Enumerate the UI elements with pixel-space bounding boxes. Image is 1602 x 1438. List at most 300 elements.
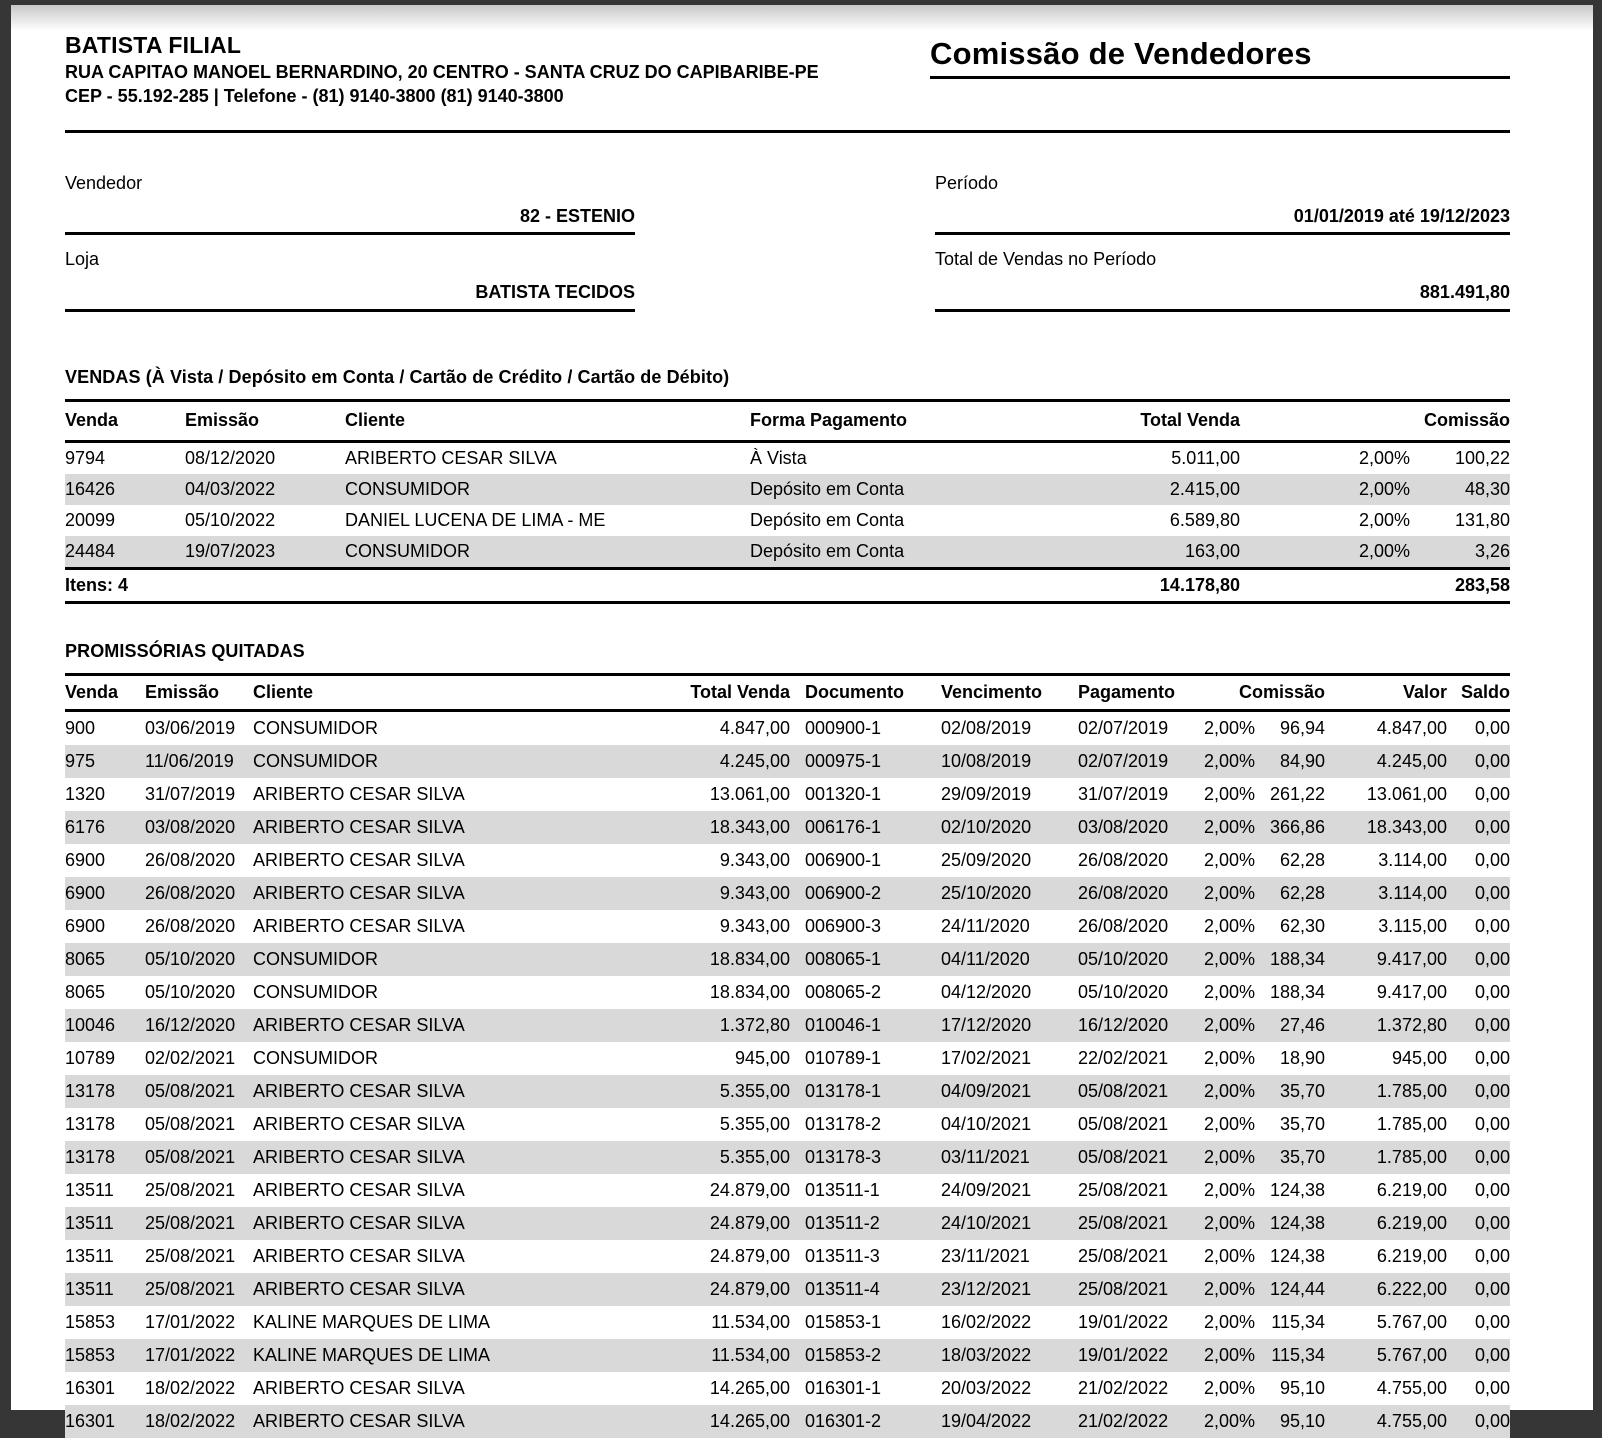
cell-vencimento: 04/10/2021 <box>941 1113 1032 1134</box>
cell-total-venda: 13.061,00 <box>709 783 790 804</box>
cell-documento: 015853-2 <box>805 1344 882 1365</box>
cell-comissao-valor: 124,44 <box>1269 1278 1325 1299</box>
cell-valor: 4.755,00 <box>1376 1410 1447 1431</box>
cell-venda: 16301 <box>65 1377 116 1398</box>
cell-total-venda: 18.834,00 <box>709 981 790 1002</box>
cell-comissao-percent: 2,00% <box>1203 981 1255 1002</box>
cell-venda: 13178 <box>65 1113 116 1134</box>
cell-saldo: 0,00 <box>1474 948 1510 969</box>
cell-emissao: 04/03/2022 <box>185 478 276 499</box>
table-row <box>65 943 1510 976</box>
cell-venda: 975 <box>65 750 96 771</box>
cell-comissao-percent: 2,00% <box>1203 1014 1255 1035</box>
promissorias-table <box>65 673 1510 1438</box>
cell-comissao-percent: 2,00% <box>1203 1278 1255 1299</box>
cell-total-venda: 5.355,00 <box>719 1113 790 1134</box>
cell-pagamento: 05/10/2020 <box>1078 948 1169 969</box>
cell-cliente: ARIBERTO CESAR SILVA <box>345 447 557 468</box>
cell-vencimento: 29/09/2019 <box>941 783 1032 804</box>
cell-vencimento: 23/11/2021 <box>941 1245 1030 1266</box>
cell-comissao-valor: 95,10 <box>1279 1377 1325 1398</box>
cell-cliente: CONSUMIDOR <box>253 717 378 738</box>
cell-cliente: KALINE MARQUES DE LIMA <box>253 1344 491 1365</box>
table-row <box>65 1207 1510 1240</box>
cell-vencimento: 16/02/2022 <box>941 1311 1032 1332</box>
cell-venda: 6900 <box>65 882 106 903</box>
cell-vencimento: 24/09/2021 <box>941 1179 1032 1200</box>
cell-saldo: 0,00 <box>1474 1377 1510 1398</box>
cell-pagamento: 16/12/2020 <box>1078 1014 1169 1035</box>
cell-emissao: 05/08/2021 <box>145 1080 236 1101</box>
cell-pagamento: 19/01/2022 <box>1078 1311 1169 1332</box>
cell-total-venda: 18.834,00 <box>709 948 790 969</box>
cell-venda: 9794 <box>65 447 106 468</box>
cell-cliente: ARIBERTO CESAR SILVA <box>253 1179 465 1200</box>
cell-pagamento: 31/07/2019 <box>1078 783 1169 804</box>
cell-documento: 008065-1 <box>805 948 882 969</box>
cell-total-venda: 2.415,00 <box>1169 478 1240 499</box>
cell-cliente: ARIBERTO CESAR SILVA <box>253 1212 465 1233</box>
total-vendas-label: Total de Vendas no Período <box>935 249 1157 270</box>
table-row <box>65 910 1510 943</box>
cell-venda: 24484 <box>65 540 116 561</box>
col-header-venda: Venda <box>65 674 145 710</box>
cell-cliente: CONSUMIDOR <box>253 981 378 1002</box>
table-row <box>65 811 1510 844</box>
cell-emissao: 26/08/2020 <box>145 915 236 936</box>
cell-valor: 3.115,00 <box>1378 915 1447 936</box>
cell-vencimento: 25/10/2020 <box>941 882 1032 903</box>
cell-documento: 013511-1 <box>805 1179 880 1200</box>
vendas-header-row <box>65 400 1510 441</box>
cell-saldo: 0,00 <box>1474 1080 1510 1101</box>
table-row <box>65 745 1510 778</box>
cell-pagamento: 22/02/2021 <box>1078 1047 1169 1068</box>
cell-emissao: 05/08/2021 <box>145 1113 236 1134</box>
cell-comissao-valor: 95,10 <box>1279 1410 1325 1431</box>
cell-comissao-valor: 62,30 <box>1279 915 1325 936</box>
cell-comissao-valor: 124,38 <box>1269 1245 1325 1266</box>
cell-vencimento: 03/11/2021 <box>941 1146 1030 1167</box>
table-row <box>65 1372 1510 1405</box>
cell-documento: 006900-3 <box>805 915 882 936</box>
cell-comissao-percent: 2,00% <box>1203 1212 1255 1233</box>
cell-emissao: 08/12/2020 <box>185 447 276 468</box>
cell-saldo: 0,00 <box>1474 849 1510 870</box>
cell-saldo: 0,00 <box>1474 1278 1510 1299</box>
cell-comissao-valor: 124,38 <box>1269 1179 1325 1200</box>
cell-emissao: 02/02/2021 <box>145 1047 236 1068</box>
cell-comissao-valor: 84,90 <box>1279 750 1325 771</box>
cell-vencimento: 04/09/2021 <box>941 1080 1032 1101</box>
cell-cliente: ARIBERTO CESAR SILVA <box>253 882 465 903</box>
cell-comissao-valor: 35,70 <box>1279 1146 1325 1167</box>
cell-valor: 4.245,00 <box>1376 750 1447 771</box>
table-row <box>65 1174 1510 1207</box>
cell-cliente: CONSUMIDOR <box>345 540 470 561</box>
cell-saldo: 0,00 <box>1474 882 1510 903</box>
cell-documento: 016301-2 <box>805 1410 882 1431</box>
company-address: RUA CAPITAO MANOEL BERNARDINO, 20 CENTRO - SANTA CRUZ DO CAPIBARIBE-PE <box>65 61 819 82</box>
cell-total-venda: 14.265,00 <box>709 1410 790 1431</box>
cell-vencimento: 20/03/2022 <box>941 1377 1032 1398</box>
cell-vencimento: 02/10/2020 <box>941 816 1032 837</box>
total-vendas-value: 881.491,80 <box>1419 281 1510 302</box>
cell-emissao: 25/08/2021 <box>145 1278 236 1299</box>
cell-valor: 4.755,00 <box>1376 1377 1447 1398</box>
cell-vencimento: 10/08/2019 <box>941 750 1032 771</box>
cell-comissao-percent: 2,00% <box>1358 478 1410 499</box>
cell-cliente: CONSUMIDOR <box>253 750 378 771</box>
cell-total-venda: 1.372,80 <box>719 1014 790 1035</box>
loja-value: BATISTA TECIDOS <box>475 281 635 302</box>
cell-venda: 13511 <box>65 1278 114 1299</box>
cell-documento: 013178-2 <box>805 1113 882 1134</box>
periodo-label: Período <box>935 173 999 194</box>
vendas-table <box>65 399 1510 604</box>
table-row <box>65 1075 1510 1108</box>
cell-venda: 13511 <box>65 1212 114 1233</box>
field-total-vendas <box>935 249 1510 311</box>
col-header-comissao: Comissão <box>1185 674 1325 710</box>
cell-total-venda: 9.343,00 <box>719 849 790 870</box>
col-header-cliente: Cliente <box>253 674 670 710</box>
promissorias-section-heading: PROMISSÓRIAS QUITADAS <box>65 640 305 661</box>
col-header-venda: Venda <box>65 400 185 441</box>
cell-comissao-percent: 2,00% <box>1203 882 1255 903</box>
cell-comissao-percent: 2,00% <box>1203 750 1255 771</box>
cell-valor: 6.219,00 <box>1376 1179 1447 1200</box>
cell-saldo: 0,00 <box>1474 1146 1510 1167</box>
cell-pagamento: 21/02/2022 <box>1078 1410 1169 1431</box>
cell-comissao-percent: 2,00% <box>1203 1146 1255 1167</box>
cell-emissao: 18/02/2022 <box>145 1410 236 1431</box>
cell-documento: 015853-1 <box>805 1311 882 1332</box>
cell-cliente: ARIBERTO CESAR SILVA <box>253 816 465 837</box>
cell-vencimento: 17/02/2021 <box>941 1047 1032 1068</box>
cell-comissao-valor: 18,90 <box>1279 1047 1325 1068</box>
cell-comissao-percent: 2,00% <box>1203 1179 1255 1200</box>
cell-pagamento: 05/08/2021 <box>1078 1080 1169 1101</box>
cell-emissao: 17/01/2022 <box>145 1311 236 1332</box>
cell-vencimento: 04/11/2020 <box>941 948 1030 969</box>
cell-pagamento: 25/08/2021 <box>1078 1212 1169 1233</box>
cell-venda: 13511 <box>65 1245 114 1266</box>
cell-valor: 945,00 <box>1391 1047 1447 1068</box>
cell-comissao-percent: 2,00% <box>1358 447 1410 468</box>
cell-emissao: 25/08/2021 <box>145 1179 236 1200</box>
cell-valor: 6.222,00 <box>1376 1278 1447 1299</box>
header-divider <box>65 130 1510 133</box>
cell-emissao: 26/08/2020 <box>145 849 236 870</box>
cell-vencimento: 19/04/2022 <box>941 1410 1032 1431</box>
table-row <box>65 1108 1510 1141</box>
cell-comissao-percent: 2,00% <box>1203 816 1255 837</box>
cell-valor: 5.767,00 <box>1376 1344 1447 1365</box>
cell-venda: 6900 <box>65 915 106 936</box>
fields-area <box>65 173 1510 311</box>
cell-venda: 16301 <box>65 1410 116 1431</box>
cell-valor: 9.417,00 <box>1376 948 1447 969</box>
cell-pagamento: 26/08/2020 <box>1078 915 1169 936</box>
col-header-pagamento: Pagamento <box>1075 674 1185 710</box>
cell-cliente: ARIBERTO CESAR SILVA <box>253 1080 465 1101</box>
cell-valor: 1.372,80 <box>1376 1014 1447 1035</box>
table-row <box>65 1273 1510 1306</box>
col-header-total-venda: Total Venda <box>670 674 790 710</box>
cell-documento: 008065-2 <box>805 981 882 1002</box>
cell-venda: 15853 <box>65 1344 116 1365</box>
cell-total-venda: 4.245,00 <box>719 750 790 771</box>
cell-vencimento: 23/12/2021 <box>941 1278 1032 1299</box>
cell-emissao: 05/10/2020 <box>145 981 236 1002</box>
table-row <box>65 778 1510 811</box>
cell-total-venda: 11.534,00 <box>711 1344 790 1365</box>
loja-label: Loja <box>65 249 100 270</box>
cell-forma-pagamento: Depósito em Conta <box>750 540 905 561</box>
cell-total-venda: 9.343,00 <box>719 915 790 936</box>
cell-total-venda: 945,00 <box>734 1047 790 1068</box>
cell-emissao: 05/10/2020 <box>145 948 236 969</box>
cell-comissao-percent: 2,00% <box>1203 915 1255 936</box>
cell-saldo: 0,00 <box>1474 717 1510 738</box>
col-header-vencimento: Vencimento <box>935 674 1075 710</box>
cell-venda: 15853 <box>65 1311 116 1332</box>
cell-vencimento: 02/08/2019 <box>941 717 1032 738</box>
cell-pagamento: 25/08/2021 <box>1078 1179 1169 1200</box>
cell-pagamento: 03/08/2020 <box>1078 816 1169 837</box>
cell-saldo: 0,00 <box>1474 1047 1510 1068</box>
cell-comissao-valor: 27,46 <box>1279 1014 1325 1035</box>
cell-vencimento: 24/10/2021 <box>941 1212 1032 1233</box>
field-loja <box>65 249 635 311</box>
cell-valor: 1.785,00 <box>1376 1113 1447 1134</box>
cell-emissao: 11/06/2019 <box>145 750 234 771</box>
cell-saldo: 0,00 <box>1474 1212 1510 1233</box>
promissorias-body <box>65 710 1510 1438</box>
table-row <box>65 505 1510 536</box>
cell-emissao: 05/10/2022 <box>185 509 276 530</box>
cell-comissao-percent: 2,00% <box>1358 540 1410 561</box>
cell-cliente: ARIBERTO CESAR SILVA <box>253 915 465 936</box>
cell-saldo: 0,00 <box>1474 1113 1510 1134</box>
cell-comissao-percent: 2,00% <box>1358 509 1410 530</box>
report-page <box>11 5 1593 1431</box>
cell-total-venda: 24.879,00 <box>709 1212 790 1233</box>
col-header-comissao: Comissão <box>1240 400 1510 441</box>
promissorias-header-row <box>65 674 1510 710</box>
vendedor-value: 82 - ESTENIO <box>519 205 635 226</box>
cell-comissao-percent: 2,00% <box>1203 783 1255 804</box>
cell-cliente: ARIBERTO CESAR SILVA <box>253 849 465 870</box>
cell-documento: 013511-3 <box>805 1245 880 1266</box>
cell-cliente: ARIBERTO CESAR SILVA <box>253 1410 465 1431</box>
cell-total-venda: 9.343,00 <box>719 882 790 903</box>
cell-venda: 10046 <box>65 1014 116 1035</box>
fields-row-2 <box>65 249 1510 311</box>
cell-saldo: 0,00 <box>1474 750 1510 771</box>
cell-valor: 13.061,00 <box>1366 783 1447 804</box>
cell-total-venda: 5.011,00 <box>1171 447 1240 468</box>
cell-documento: 013178-3 <box>805 1146 882 1167</box>
cell-venda: 13511 <box>65 1179 114 1200</box>
cell-venda: 6176 <box>65 816 106 837</box>
cell-total-venda: 24.879,00 <box>709 1278 790 1299</box>
cell-venda: 16426 <box>65 478 116 499</box>
col-header-valor: Valor <box>1325 674 1447 710</box>
cell-cliente: ARIBERTO CESAR SILVA <box>253 783 465 804</box>
cell-venda: 1320 <box>65 783 106 804</box>
col-header-documento: Documento <box>790 674 935 710</box>
table-row <box>65 1240 1510 1273</box>
cell-comissao-valor: 131,80 <box>1454 509 1510 530</box>
table-row <box>65 1141 1510 1174</box>
cell-comissao-percent: 2,00% <box>1203 1113 1255 1134</box>
cell-documento: 006900-1 <box>805 849 882 870</box>
cell-emissao: 03/06/2019 <box>145 717 236 738</box>
col-header-emissao: Emissão <box>185 400 345 441</box>
cell-pagamento: 19/01/2022 <box>1078 1344 1169 1365</box>
cell-valor: 1.785,00 <box>1376 1080 1447 1101</box>
cell-valor: 5.767,00 <box>1376 1311 1447 1332</box>
cell-total-venda: 6.589,80 <box>1169 509 1240 530</box>
cell-valor: 9.417,00 <box>1376 981 1447 1002</box>
cell-comissao-valor: 3,26 <box>1474 540 1510 561</box>
report-content <box>11 5 1593 1438</box>
cell-documento: 006900-2 <box>805 882 882 903</box>
cell-documento: 013511-4 <box>805 1278 880 1299</box>
cell-forma-pagamento: Depósito em Conta <box>750 478 905 499</box>
cell-comissao-valor: 35,70 <box>1279 1113 1325 1134</box>
cell-cliente: DANIEL LUCENA DE LIMA - ME <box>345 509 606 530</box>
cell-emissao: 17/01/2022 <box>145 1344 236 1365</box>
cell-documento: 010789-1 <box>805 1047 882 1068</box>
cell-emissao: 31/07/2019 <box>145 783 236 804</box>
cell-comissao-valor: 100,22 <box>1454 447 1510 468</box>
table-row <box>65 844 1510 877</box>
cell-cliente: CONSUMIDOR <box>253 948 378 969</box>
col-header-emissao: Emissão <box>145 674 253 710</box>
itens-label: Itens: 4 <box>65 568 1115 602</box>
table-row <box>65 474 1510 505</box>
cell-total-venda: 18.343,00 <box>709 816 790 837</box>
cell-comissao-valor: 366,86 <box>1269 816 1325 837</box>
vendas-section-heading: VENDAS (À Vista / Depósito em Conta / Cartão de Crédito / Cartão de Débito) <box>65 366 730 387</box>
cell-saldo: 0,00 <box>1474 1014 1510 1035</box>
cell-venda: 8065 <box>65 981 106 1002</box>
cell-comissao-valor: 261,22 <box>1269 783 1325 804</box>
periodo-value: 01/01/2019 até 19/12/2023 <box>1293 205 1510 226</box>
cell-saldo: 0,00 <box>1474 816 1510 837</box>
cell-emissao: 05/08/2021 <box>145 1146 236 1167</box>
cell-cliente: CONSUMIDOR <box>253 1047 378 1068</box>
cell-comissao-valor: 115,34 <box>1271 1344 1325 1365</box>
table-row <box>65 536 1510 569</box>
col-header-forma-pagamento: Forma Pagamento <box>750 400 1115 441</box>
cell-pagamento: 26/08/2020 <box>1078 882 1169 903</box>
cell-valor: 4.847,00 <box>1376 717 1447 738</box>
table-row <box>65 1306 1510 1339</box>
cell-comissao-percent: 2,00% <box>1203 1080 1255 1101</box>
cell-emissao: 26/08/2020 <box>145 882 236 903</box>
cell-venda: 900 <box>65 717 96 738</box>
cell-documento: 010046-1 <box>805 1014 882 1035</box>
cell-valor: 6.219,00 <box>1376 1212 1447 1233</box>
cell-emissao: 25/08/2021 <box>145 1245 236 1266</box>
vendas-body <box>65 441 1510 568</box>
cell-total-venda: 5.355,00 <box>719 1080 790 1101</box>
cell-total-venda: 4.847,00 <box>719 717 790 738</box>
company-cep-phone: CEP - 55.192-285 | Telefone - (81) 9140-3800 (81) 9140-3800 <box>65 85 564 106</box>
cell-valor: 6.219,00 <box>1376 1245 1447 1266</box>
title-block <box>930 38 1510 79</box>
cell-pagamento: 26/08/2020 <box>1078 849 1169 870</box>
cell-saldo: 0,00 <box>1474 1344 1510 1365</box>
cell-documento: 000900-1 <box>805 717 882 738</box>
cell-cliente: ARIBERTO CESAR SILVA <box>253 1146 465 1167</box>
cell-venda: 20099 <box>65 509 116 530</box>
cell-documento: 013178-1 <box>805 1080 882 1101</box>
cell-vencimento: 25/09/2020 <box>941 849 1032 870</box>
cell-venda: 13178 <box>65 1080 116 1101</box>
vendas-footer-row <box>65 568 1510 602</box>
cell-documento: 000975-1 <box>805 750 882 771</box>
cell-vencimento: 18/03/2022 <box>941 1344 1032 1365</box>
vendedor-label: Vendedor <box>65 173 143 194</box>
col-header-total-venda: Total Venda <box>1115 400 1240 441</box>
cell-valor: 1.785,00 <box>1376 1146 1447 1167</box>
cell-total-venda: 11.534,00 <box>711 1311 790 1332</box>
cell-comissao-percent: 2,00% <box>1203 849 1255 870</box>
page-title: Comissão de Vendedores <box>930 36 1312 71</box>
cell-forma-pagamento: Depósito em Conta <box>750 509 905 530</box>
cell-valor: 3.114,00 <box>1378 882 1447 903</box>
cell-pagamento: 05/10/2020 <box>1078 981 1169 1002</box>
cell-venda: 13178 <box>65 1146 116 1167</box>
col-header-cliente: Cliente <box>345 400 750 441</box>
cell-comissao-percent: 2,00% <box>1203 1047 1255 1068</box>
cell-comissao-percent: 2,00% <box>1203 1377 1255 1398</box>
fields-row-1 <box>65 173 1510 235</box>
cell-comissao-valor: 115,34 <box>1271 1311 1325 1332</box>
cell-emissao: 19/07/2023 <box>185 540 276 561</box>
cell-documento: 006176-1 <box>805 816 882 837</box>
cell-emissao: 03/08/2020 <box>145 816 236 837</box>
cell-comissao-valor: 35,70 <box>1279 1080 1325 1101</box>
cell-pagamento: 05/08/2021 <box>1078 1146 1169 1167</box>
cell-comissao-percent: 2,00% <box>1203 717 1255 738</box>
cell-cliente: KALINE MARQUES DE LIMA <box>253 1311 491 1332</box>
cell-pagamento: 25/08/2021 <box>1078 1278 1169 1299</box>
cell-comissao-valor: 48,30 <box>1464 478 1510 499</box>
cell-comissao-percent: 2,00% <box>1203 1311 1255 1332</box>
cell-total-venda: 5.355,00 <box>719 1146 790 1167</box>
cell-total-venda: 163,00 <box>1184 540 1240 561</box>
cell-documento: 016301-1 <box>805 1377 882 1398</box>
cell-venda: 8065 <box>65 948 106 969</box>
cell-total-venda: 24.879,00 <box>709 1179 790 1200</box>
itens-comissao: 283,58 <box>1240 568 1510 602</box>
table-row <box>65 1339 1510 1372</box>
table-row <box>65 877 1510 910</box>
table-row <box>65 441 1510 474</box>
cell-saldo: 0,00 <box>1474 1179 1510 1200</box>
cell-saldo: 0,00 <box>1474 1311 1510 1332</box>
cell-cliente: ARIBERTO CESAR SILVA <box>253 1113 465 1134</box>
cell-comissao-valor: 62,28 <box>1279 849 1325 870</box>
cell-total-venda: 14.265,00 <box>709 1377 790 1398</box>
table-row <box>65 1009 1510 1042</box>
